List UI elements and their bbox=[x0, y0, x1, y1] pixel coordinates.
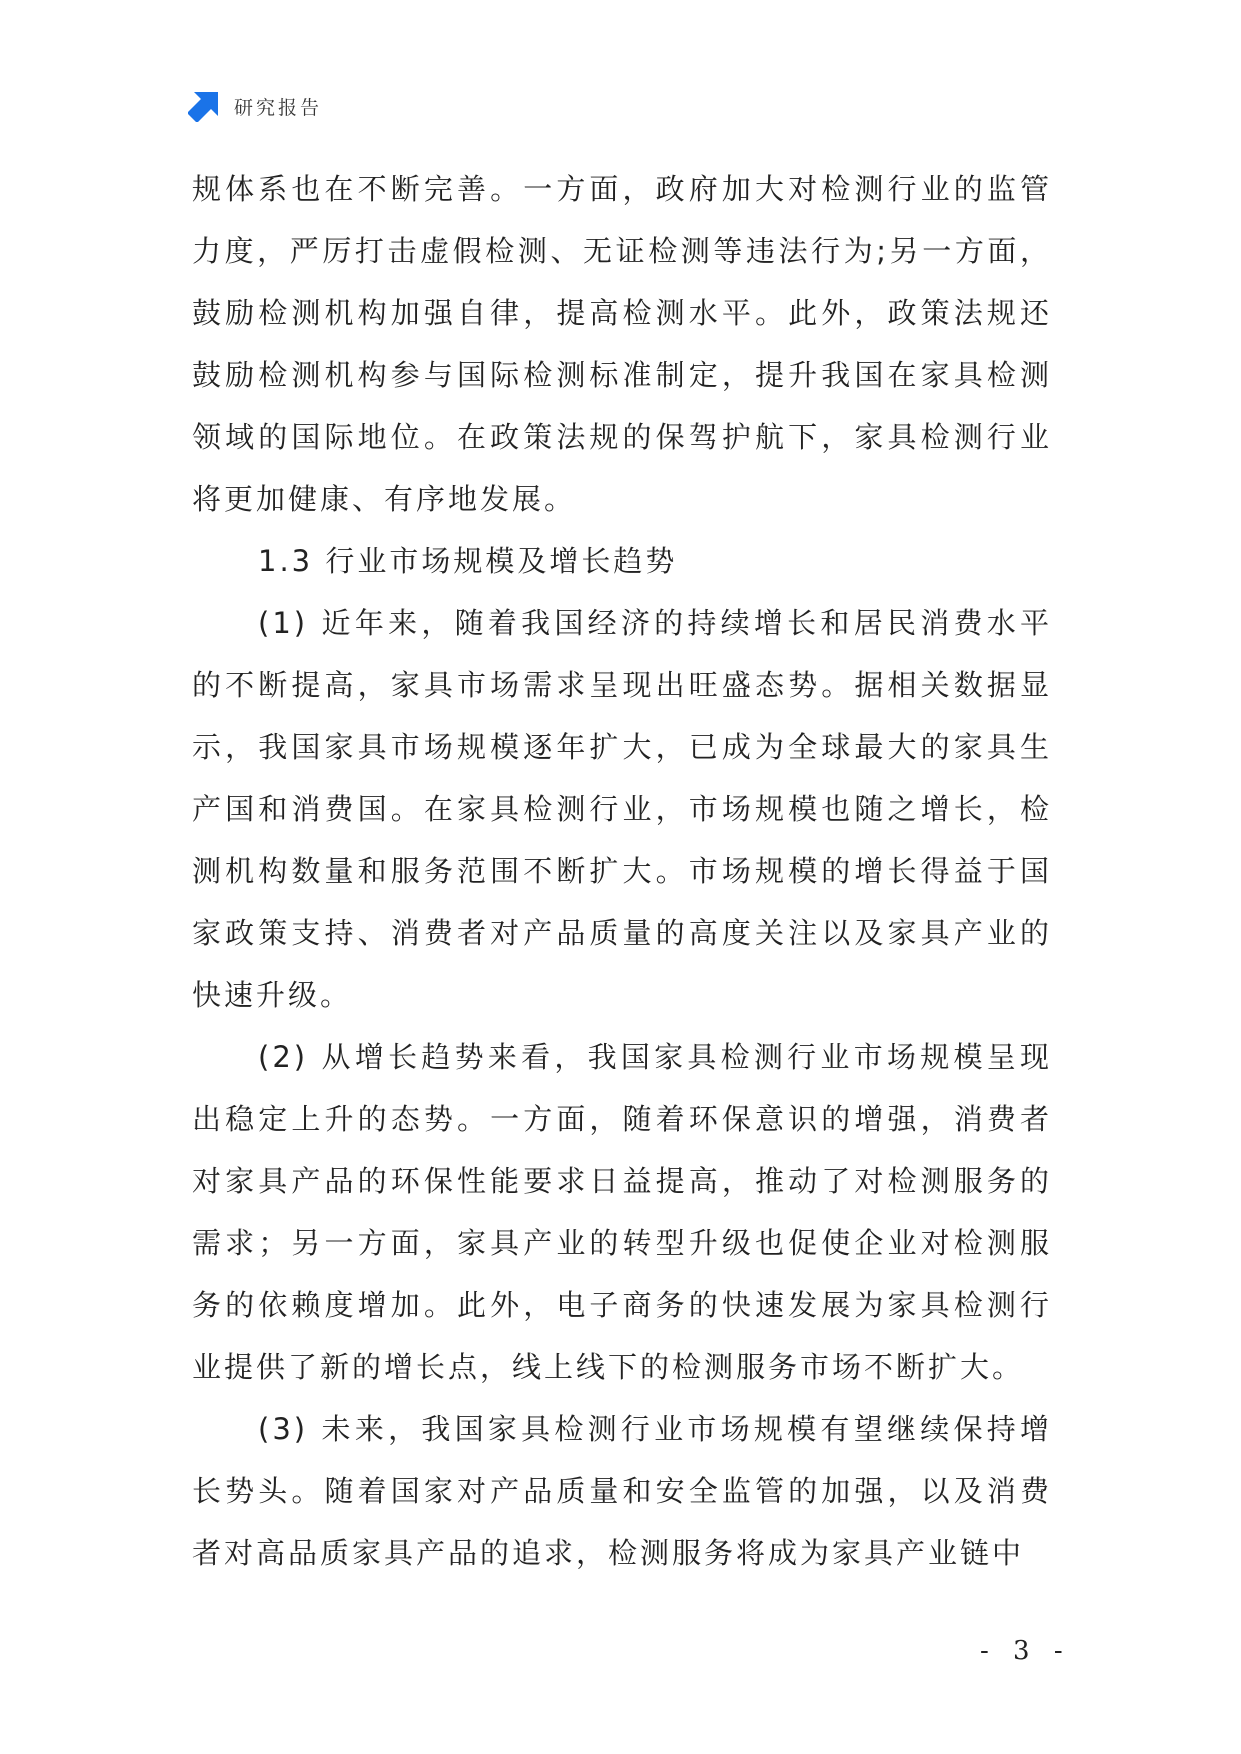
arrow-up-right-logo-icon bbox=[188, 90, 220, 122]
document-body bbox=[192, 158, 1052, 1584]
page-header bbox=[188, 88, 322, 124]
report-label: 研究报告 bbox=[234, 96, 323, 119]
paragraph-1: (1) 近年来，随着我国经济的持续增长和居民消费水平的不断提高，家具市场需求呈现出旺盛态势。据相关数据显示，我国家具市场规模逐年扩大，已成为全球最大的家具生产国和消费国。在家具检测行业，市场规模也随之增长，检测机构数量和服务范围不断扩大。市场规模的增长得益于国家政策支持、消费者对产品质量的高度关注以及家具产业的快速升级。 bbox=[192, 606, 1052, 1012]
section-heading: 1.3 行业市场规模及增长趋势 bbox=[258, 544, 678, 578]
page-number: - 3 - bbox=[980, 1636, 1071, 1666]
paragraph-3: (3) 未来，我国家具检测行业市场规模有望继续保持增长势头。随着国家对产品质量和安全监管的加强，以及消费者对高品质家具产品的追求，检测服务将成为家具产业链中 bbox=[192, 1412, 1052, 1570]
paragraph-2: (2) 从增长趋势来看，我国家具检测行业市场规模呈现出稳定上升的态势。一方面，随着环保意识的增强，消费者对家具产品的环保性能要求日益提高，推动了对检测服务的需求；另一方面，家具产业的转型升级也促使企业对检测服务的依赖度增加。此外，电子商务的快速发展为家具检测行业提供了新的增长点，线上线下的检测服务市场不断扩大。 bbox=[192, 1040, 1052, 1384]
paragraph-continuation: 规体系也在不断完善。一方面，政府加大对检测行业的监管力度，严厉打击虚假检测、无证检测等违法行为;另一方面，鼓励检测机构加强自律，提高检测水平。此外，政策法规还鼓励检测机构参与国际检测标准制定，提升我国在家具检测领域的国际地位。在政策法规的保驾护航下，家具检测行业将更加健康、有序地发展。 bbox=[192, 172, 1052, 516]
